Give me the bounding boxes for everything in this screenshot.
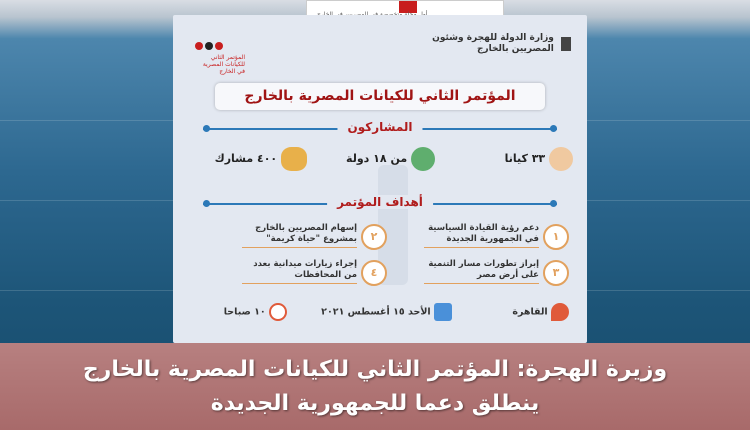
handshake-icon: [549, 147, 573, 171]
participants-heading: المشاركون: [337, 120, 422, 134]
stat-countries: [346, 147, 435, 171]
goal-text: إجراء زيارات ميدانية بعدد من المحافظات: [242, 259, 357, 284]
stat-entities: [505, 147, 573, 171]
clock-icon: [269, 303, 287, 321]
goal-item: [242, 221, 387, 255]
egypt-eagle-icon: [561, 37, 571, 51]
conference-logo-line: في الخارج: [219, 68, 245, 75]
footer-date: [321, 303, 452, 321]
infographic-card: [173, 15, 587, 343]
time-text: ١٠ صباحا: [223, 306, 266, 318]
calendar-icon: [434, 303, 452, 321]
stat-value: ٤٠٠ مشارك: [214, 152, 278, 165]
headline-line: وزيرة الهجرة: المؤتمر الثاني للكيانات المصرية بالخارج: [82, 357, 668, 382]
headline-line: ينطلق دعما للجمهورية الجديدة: [210, 391, 540, 416]
footer-time: [224, 303, 287, 321]
place-text: القاهرة: [512, 306, 548, 318]
headline-band: [0, 343, 750, 430]
conference-logo-line: المؤتمر الثاني: [210, 54, 245, 61]
ministry-line: المصريين بالخارج: [476, 44, 554, 54]
stat-value: من ١٨ دولة: [346, 152, 408, 165]
conference-title: المؤتمر الثاني للكيانات المصرية بالخارج: [215, 83, 545, 110]
location-pin-icon: [551, 303, 569, 321]
goal-number: ٤: [361, 260, 387, 286]
goal-text: إبراز تطورات مسار التنمية على أرض مصر: [424, 259, 539, 284]
conference-logo-people-icon: [195, 35, 245, 54]
goals-heading: أهداف المؤتمر: [327, 195, 433, 209]
goal-number: ٣: [543, 260, 569, 286]
participants-section-header: [203, 120, 557, 138]
goal-item: [242, 257, 387, 291]
ministry-logo: [432, 33, 571, 55]
goal-item: [424, 257, 569, 291]
ministry-line: وزارة الدولة للهجرة وشئون: [432, 33, 554, 43]
conference-logo-line: للكيانات المصرية: [202, 61, 245, 68]
stat-participants: [215, 147, 307, 171]
goal-number: ١: [543, 224, 569, 250]
goals-section-header: [203, 195, 557, 213]
conference-logo: [195, 35, 245, 75]
goal-text: دعم رؤية القيادة السياسية في الجمهورية الجديدة: [424, 223, 539, 248]
stat-value: ٣٣ كيانا: [504, 152, 546, 165]
people-icon: [281, 147, 307, 171]
goal-text: إسهام المصريين بالخارج بمشروع "حياة كريمة": [242, 223, 357, 248]
footer-place: [512, 303, 569, 321]
goal-item: [424, 221, 569, 255]
goal-number: ٢: [361, 224, 387, 250]
date-text: الأحد ١٥ أغسطس ٢٠٢١: [321, 306, 431, 318]
globe-icon: [411, 147, 435, 171]
